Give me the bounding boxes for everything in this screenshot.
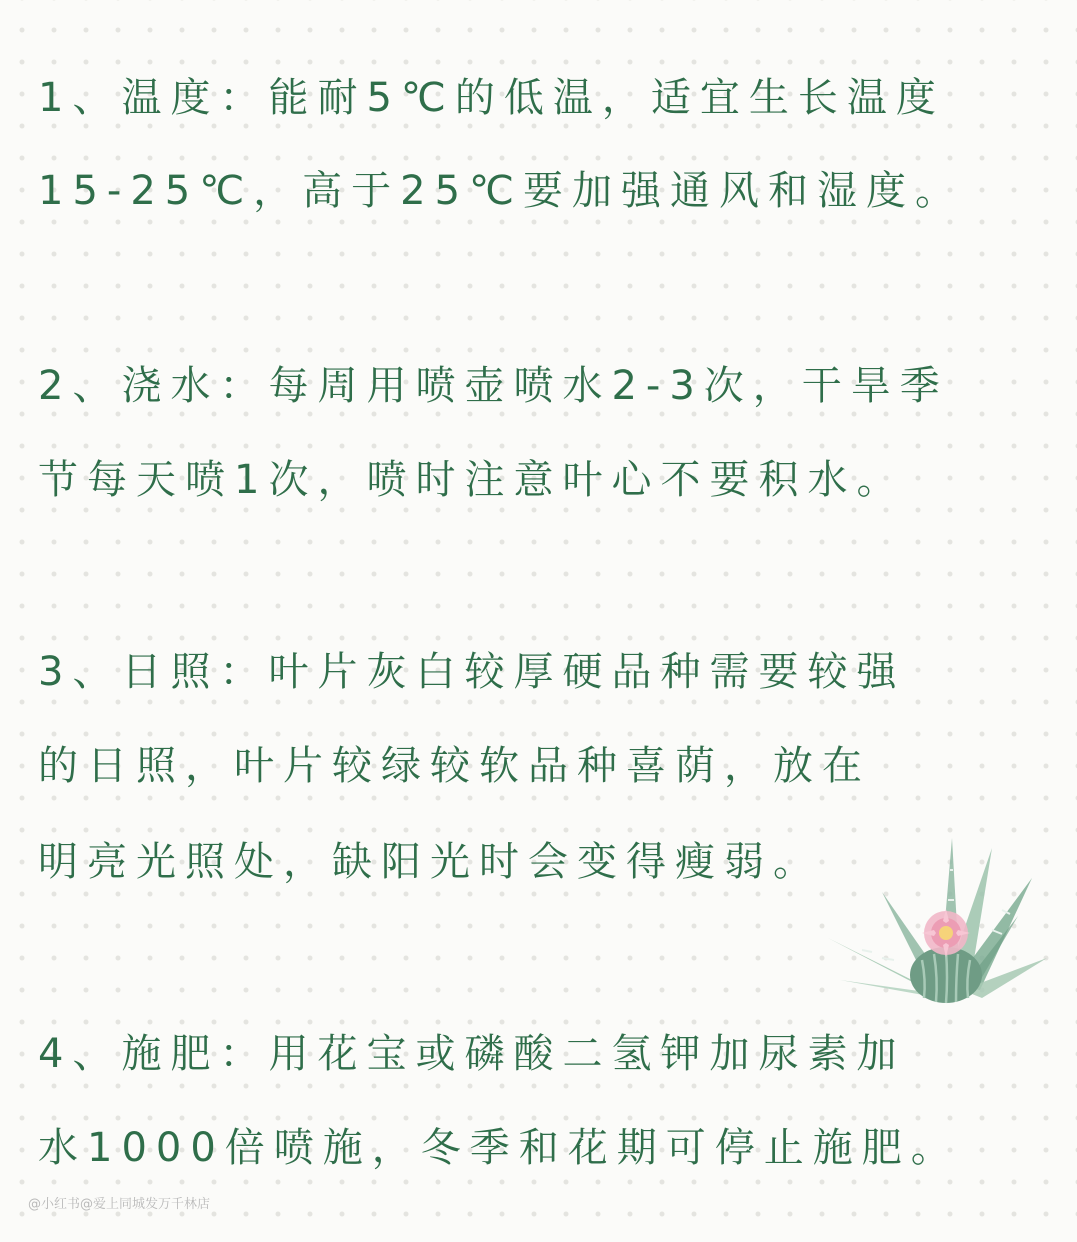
sunlight-tip-line-1: 3、日照：叶片灰白较厚硬品种需要较强 bbox=[38, 649, 906, 695]
fertilizer-tip-line-1: 4、施肥：用花宝或磷酸二氢钾加尿素加 bbox=[38, 1031, 906, 1077]
temperature-tip-line-2: 15-25℃，高于25℃要加强通风和湿度。 bbox=[38, 168, 964, 214]
temperature-tip-line-1: 1、温度：能耐5℃的低温，适宜生长温度 bbox=[38, 75, 945, 121]
watering-tip-line-1: 2、浇水：每周用喷壶喷水2-3次，干旱季 bbox=[38, 363, 949, 409]
watering-tip-line-2: 节每天喷1次，喷时注意叶心不要积水。 bbox=[38, 457, 906, 503]
watermark-text: @小红书@爱上同城发万千林店 bbox=[28, 1197, 211, 1212]
fertilizer-tip-line-2: 水1000倍喷施，冬季和花期可停止施肥。 bbox=[38, 1125, 960, 1171]
sunlight-tip-line-3: 明亮光照处，缺阳光时会变得瘦弱。 bbox=[38, 839, 822, 885]
succulent-flower-icon bbox=[822, 830, 1052, 1010]
sunlight-tip-line-2: 的日照，叶片较绿较软品种喜荫，放在 bbox=[38, 743, 871, 789]
